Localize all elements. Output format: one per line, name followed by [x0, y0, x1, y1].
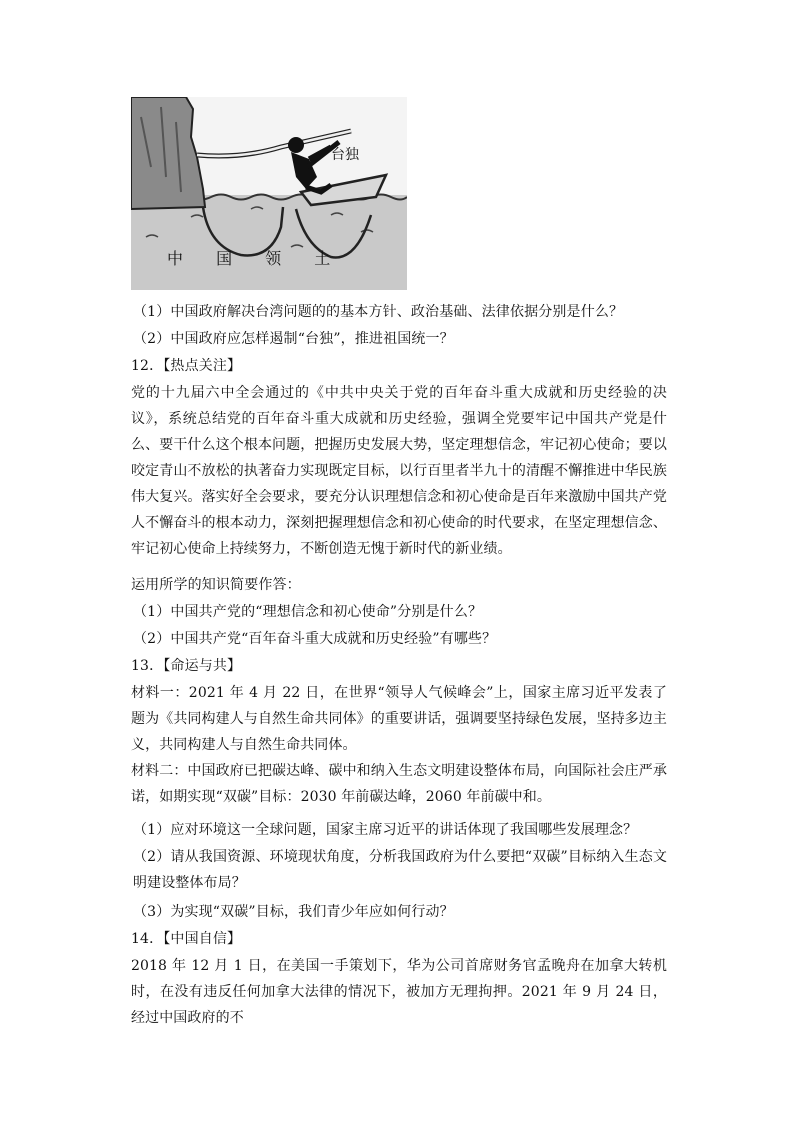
q12-subquestion-1: （1）中国共产党的“理想信念和初心使命”分别是什么？: [133, 604, 483, 620]
taidu-caption: 台独: [331, 147, 359, 163]
cartoon-illustration: [131, 97, 407, 290]
q12-heading: 12．【热点关注】: [131, 358, 242, 374]
q13-material-1: 材料一：2021 年 4 月 22 日，在世界“领导人气候峰会”上，国家主席习近平发表了题为《共同构建人与自然生命共同体》的重要讲话，强调要坚持绿色发展，坚持多边主义，共同构建人与自然生命共同体。: [131, 685, 667, 753]
q13-heading: 13．【命运与共】: [131, 658, 242, 674]
q14-heading: 14．【中国自信】: [131, 931, 242, 947]
q11-subquestion-1: （1）中国政府解决台湾问题的的基本方针、政治基础、法律依据分别是什么？: [133, 304, 624, 320]
q11-subquestion-2: （2）中国政府应怎样遏制“台独”，推进祖国统一？: [133, 331, 454, 347]
q12-body: 党的十九届六中全会通过的《中共中央关于党的百年奋斗重大成就和历史经验的决议》，系统总结党的百年奋斗重大成就和历史经验，强调全党要牢记中国共产党是什么、要干什么这个根本问题，把握历史发展大势，坚定理想信念，牢记初心使命；要以咬定青山不放松的执著奋力实现既定目标，以行百里者半九十的清醒不懈推进中华民族伟大复兴。落实好全会要求，要充分认识理想信念和初心使命是百年来激励中国共产党人不懈奋斗的根本动力，深刻把握理想信念和初心使命的时代要求，在坚定理想信念、牢记初心使命上持续努力，不断创造无愧于新时代的新业绩。: [131, 385, 667, 557]
q14-body: 2018 年 12 月 1 日，在美国一手策划下，华为公司首席财务官孟晚舟在加拿大转机时，在没有违反任何加拿大法律的情况下，被加方无理拘押。2021 年 9 月 24 日，经过中国政府的不: [131, 958, 667, 1026]
land-caption: 中 国 领 土: [167, 249, 345, 268]
q13-subquestion-2: （2）请从我国资源、环境现状角度，分析我国政府为什么要把“双碳”目标纳入生态文明建设整体布局？: [133, 849, 667, 891]
q13-material-2: 材料二：中国政府已把碳达峰、碳中和纳入生态文明建设整体布局，向国际社会庄严承诺，如期实现“双碳”目标：2030 年前碳达峰，2060 年前碳中和。: [131, 763, 667, 805]
q13-subquestion-1: （1）应对环境这一全球问题，国家主席习近平的讲话体现了我国哪些发展理念？: [133, 822, 638, 838]
q12-prompt: 运用所学的知识简要作答：: [131, 577, 301, 593]
q13-subquestion-3: （3）为实现“双碳”目标，我们青少年应如何行动？: [133, 904, 454, 920]
q12-subquestion-2: （2）中国共产党“百年奋斗重大成就和历史经验”有哪些？: [133, 631, 497, 647]
